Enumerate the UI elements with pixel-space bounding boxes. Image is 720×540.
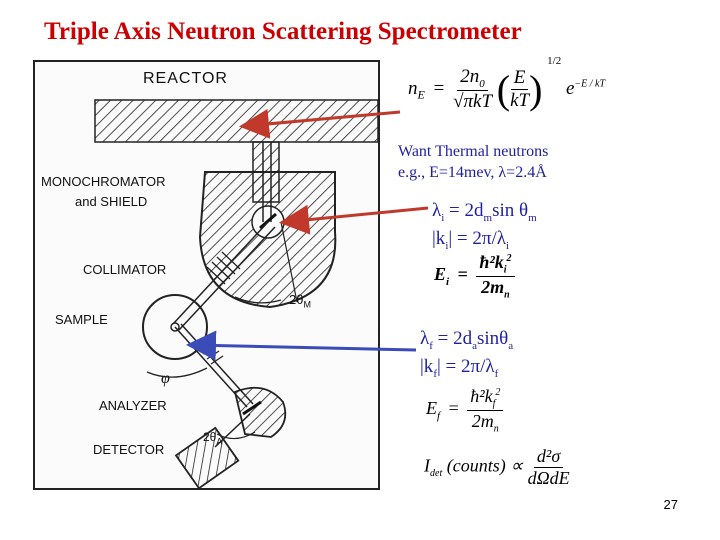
intensity-relation: $I_{det}$ (counts) ∝ $\frac{\text{d²σ}}{\text{dΩdE}}$ bbox=[424, 446, 570, 488]
label-detector: DETECTOR bbox=[93, 442, 165, 457]
Ei-equation: $E_i$ = $\frac{ħ^2k_i^2}{2m_n}$ bbox=[434, 252, 515, 300]
page-number: 27 bbox=[663, 497, 678, 512]
analyzer-shield bbox=[235, 388, 285, 437]
label-sample: SAMPLE bbox=[55, 312, 108, 327]
maxwell-equation: $n_E$ = $\frac{2n_0}{\text{√πkT}}$ ( $\frac{E}{kT}$ ) $^{1/2}$ $e^{-E / kT}$ bbox=[408, 54, 606, 112]
reactor-shield-top bbox=[95, 100, 378, 142]
Ef-equation: $E_f$ = $\frac{ħ^2k_f^2}{2m_n}$ bbox=[426, 386, 503, 434]
label-collimator: COLLIMATOR bbox=[83, 262, 167, 277]
label-phi: φ bbox=[161, 370, 170, 387]
lambda-f-equation: $\lambda_f = 2d_a\sin\theta_a$ bbox=[420, 328, 514, 352]
label-reactor: REACTOR bbox=[143, 70, 228, 87]
thermal-note-line2: e.g., E=14mev, λ=2.4Å bbox=[398, 164, 547, 181]
label-analyzer: ANALYZER bbox=[99, 398, 167, 413]
label-and-shield: and SHIELD bbox=[75, 194, 148, 209]
label-two-theta-m: $2\theta_M$ bbox=[289, 292, 311, 310]
lambda-i-equation: $\lambda_i = 2d_m\sin$ $\theta_m$ bbox=[432, 200, 537, 224]
label-monochromator: MONOCHROMATOR bbox=[41, 174, 166, 189]
label-two-theta-a: $2\theta_A$ bbox=[203, 430, 223, 447]
ki-equation: $|k_i| = 2\pi/\lambda_i$ bbox=[432, 228, 510, 252]
thermal-note-line1: Want Thermal neutrons bbox=[398, 143, 549, 160]
kf-equation: $|k_f| = 2\pi/\lambda_f$ bbox=[420, 356, 499, 380]
spectrometer-schematic bbox=[33, 60, 380, 490]
slide-title: Triple Axis Neutron Scattering Spectrometer bbox=[44, 18, 522, 45]
